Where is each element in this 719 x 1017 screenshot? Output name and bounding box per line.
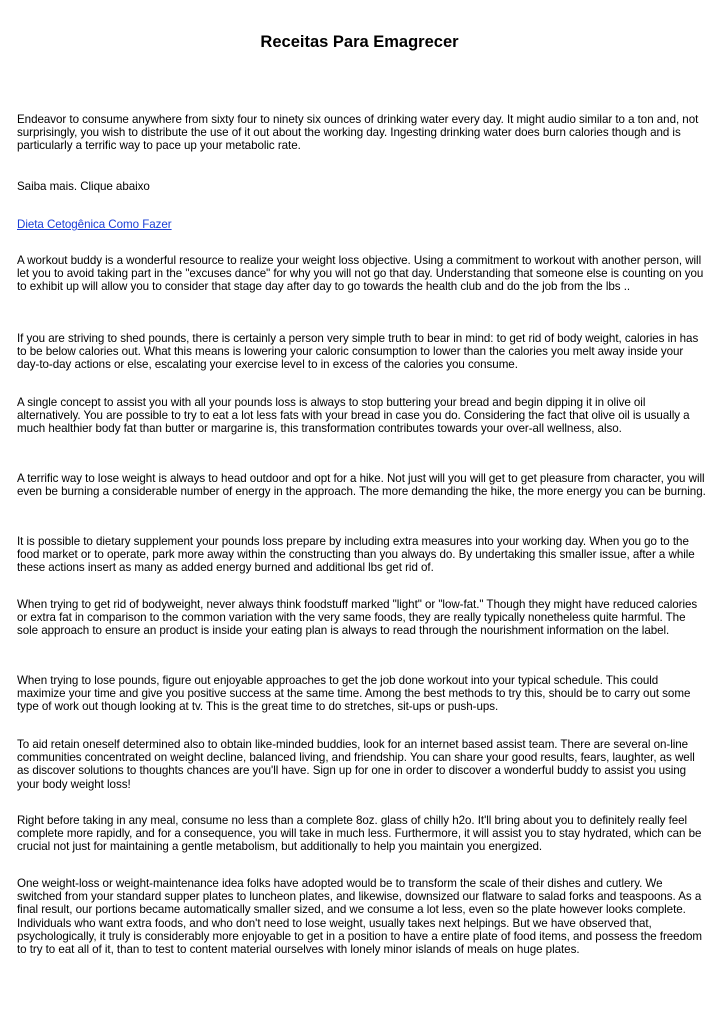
paragraph-extra-steps: It is possible to dietary supplement your pounds loss prepare by including extra measures into your working day. When you go to the food market or to operate, park more away within the constructing than you always do. By undertaking this smaller issue, after a while these actions insert as many as added energy burned and additional lbs get rid of.: [17, 535, 695, 575]
paragraph-water-before-meal: Right before taking in any meal, consume no less than a complete 8oz. glass of chilly h2o. It'll bring about you to definitely really feel complete more rapidly, and for a consequence, you will take in much less. Furthermore, it will assist you to stay hydrated, which can be crucial not just for maintaining a gentle metabolism, but additionally to help you maintain you energized.: [17, 814, 702, 854]
paragraph-workout-buddy: A workout buddy is a wonderful resource to realize your weight loss objective. Using a commitment to workout with another person, will let you to avoid taking part in the "excuses dance" for why you will not go that day. Understanding that someone else is counting on you to exhibit up will allow you to consider that stage day after day to go towards the health club and do the job from the lbs ..: [17, 254, 704, 294]
paragraph-plate-size: One weight-loss or weight-maintenance idea folks have adopted would be to transform the scale of their dishes and cutlery. We switched from your standard supper plates to luncheon plates, and likewise, downsized our flatware to salad forks and teaspoons. As a final result, our portions became automatically smaller sized, and we consume a lot less, even so the plate however looks complete. Individuals who want extra foods, and who don't need to lose weight, usually takes next helpings. But we have observed that, psychologically, it truly is considerably more enjoyable to get in a position to have a entire plate of food items, and possess the freedom to try to eat all of it, than to test to content material ourselves with lonely minor islands of meals on huge plates.: [17, 877, 702, 957]
paragraph-calories-in-out: If you are striving to shed pounds, there is certainly a person very simple truth to bear in mind: to get rid of body weight, calories in has to be below calories out. What this means is lowering your caloric consumption to lower than the calories you melt away inside your day-to-day actions or else, escalating your exercise level to in excess of the calories you consume.: [17, 332, 699, 372]
keto-diet-link[interactable]: Dieta Cetogênica Como Fazer: [17, 218, 172, 231]
keto-diet-link-container: [17, 218, 707, 231]
learn-more-text: Saiba mais. Clique abaixo: [17, 180, 150, 193]
paragraph-hike: A terrific way to lose weight is always to head outdoor and opt for a hike. Not just will you will get to get pleasure from character, you will even be burning a considerable number of energy in the approach. The more demanding the hike, the more energy you can be burning.: [17, 472, 706, 499]
paragraph-enjoyable-workout: When trying to lose pounds, figure out enjoyable approaches to get the job done workout into your typical schedule. This could maximize your time and give you positive success at the same time. Among the best methods to try this, should be to carry out some type of work out though looking at tv. This is the great time to do stretches, sit-ups or push-ups.: [17, 674, 691, 714]
page-title: Receitas Para Emagrecer: [260, 33, 459, 51]
paragraph-support-team: To aid retain oneself determined also to obtain like-minded buddies, look for an internet based assist team. There are several on-line communities concentrated on weight decline, balanced living, and friendship. You can share your good results, fears, laughter, as well as discover solutions to thoughts chances are you'll have. Sign up for one in order to discover a wonderful buddy to assist you using your body weight loss!: [17, 738, 695, 791]
paragraph-light-low-fat: When trying to get rid of bodyweight, never always think foodstuff marked "light" or "low-fat." Though they might have reduced calories or extra fat in comparison to the common variation with the very same foods, they are really typically nonetheless quite harmful. The sole approach to ensure an product is inside your eating plan is always to read through the nourishment information on the label.: [17, 598, 698, 638]
paragraph-olive-oil: A single concept to assist you with all your pounds loss is always to stop buttering your bread and begin dipping it in olive oil alternatively. You are possible to try to eat a lot less fats with your bread in case you do. Considering the fact that olive oil is usually a much healthier body fat than butter or margarine is, this transformation contributes towards your over-all wellness, also.: [17, 396, 690, 436]
paragraph-water-intake: Endeavor to consume anywhere from sixty four to ninety six ounces of drinking water every day. It might audio similar to a ton and, not surprisingly, you wish to distribute the use of it out about the working day. Ingesting drinking water does burn calories though and is particularly a terrific way to pace up your metabolic rate.: [17, 113, 699, 153]
